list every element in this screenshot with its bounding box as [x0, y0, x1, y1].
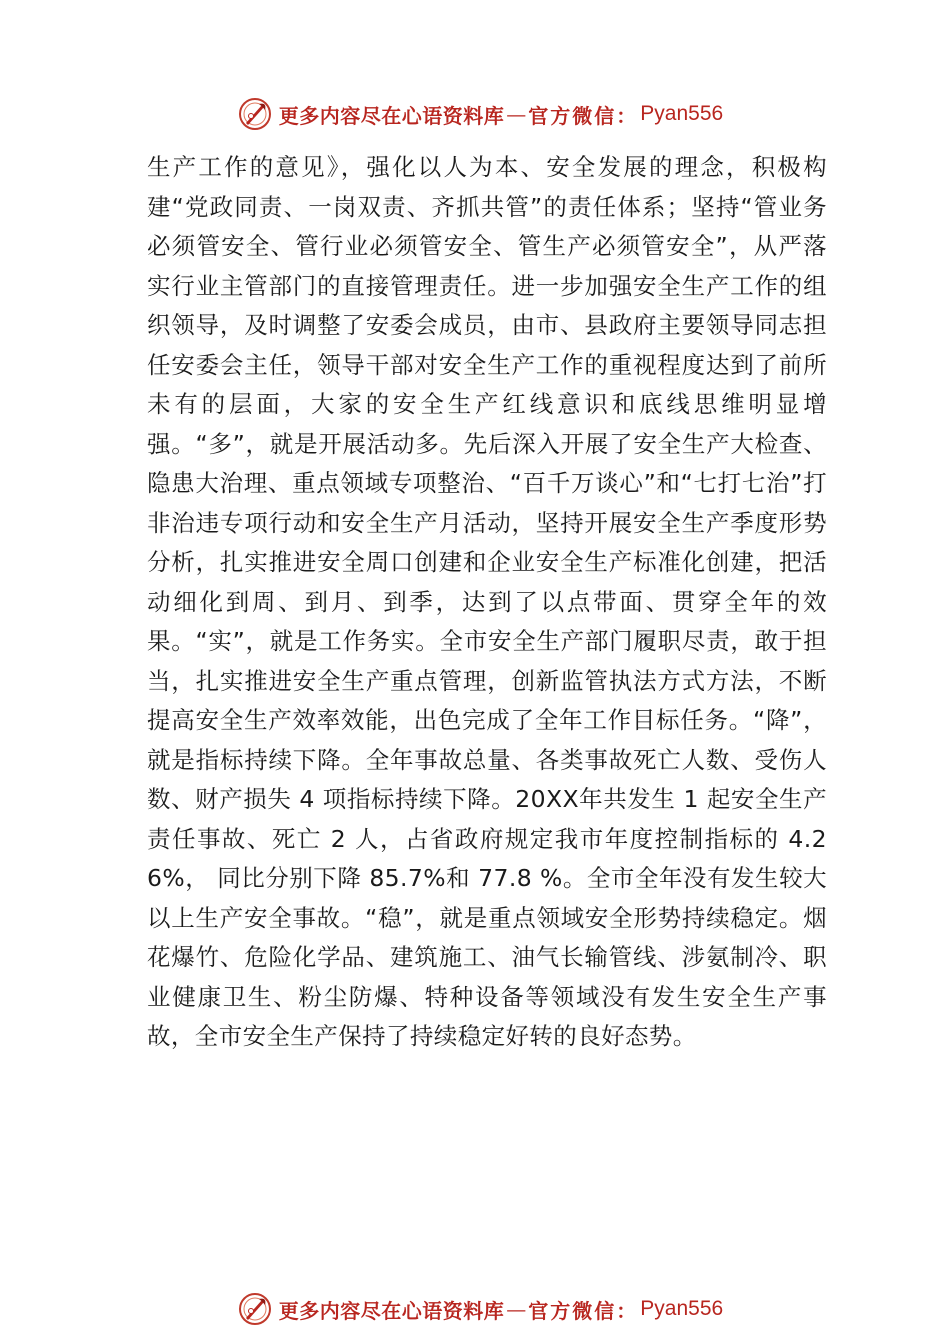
quill-seal-icon [237, 1291, 273, 1327]
document-body [147, 148, 827, 1057]
header-dash: — [506, 102, 527, 126]
footer-wechat-label: 官方微信： [528, 1298, 639, 1323]
footer-dash: — [506, 1297, 527, 1321]
header-wechat-label: 官方微信： [528, 103, 639, 128]
header-brand-text: 更多内容尽在心语资料库 [278, 103, 505, 128]
body-paragraph: 生产工作的意见》，强化以人为本、安全发展的理念，积极构建“党政同责、一岗双责、齐抓共管”的责任体系；坚持“管业务必须管安全、管行业必须管安全、管生产必须管安全”，从严落实行业主管部门的直接管理责任。进一步加强安全生产工作的组织领导，及时调整了安委会成员，由市、县政府主要领导同志担任安委会主任，领导干部对安全生产工作的重视程度达到了前所未有的层面，大家的安全生产红线意识和底线思维明显增强。“多”，就是开展活动多。先后深入开展了安全生产大检查、隐患大治理、重点领域专项整治、“百千万谈心”和“七打七治”打非治违专项行动和安全生产月活动，坚持开展安全生产季度形势分析，扎实推进安全周口创建和企业安全生产标准化创建，把活动细化到周、到月、到季，达到了以点带面、贯穿全年的效果。“实”，就是工作务实。全市安全生产部门履职尽责，敢于担当，扎实推进安全生产重点管理，创新监管执法方式方法，不断提高安全生产效率效能，出色完成了全年工作目标任务。“降”，就是指标持续下降。全年事故总量、各类事故死亡人数、受伤人数、财产损失 4 项指标持续下降。20XX年共发生 1 起安全生产责任事故、死亡 2 人，占省政府规定我市年度控制指标的 4.26%， 同比分别下降 85.7%和 77.8 %。全市全年没有发生较大以上生产安全事故。“稳”，就是重点领域安全形势持续稳定。烟花爆竹、危险化学品、建筑施工、油气长输管线、涉氨制冷、职业健康卫生、粉尘防爆、特种设备等领域没有发生安全生产事故，全市安全生产保持了持续稳定好转的良好态势。 [147, 153, 827, 1050]
footer-wechat-id: Pyan556 [640, 1297, 724, 1320]
quill-seal-icon [237, 96, 273, 132]
header-banner [0, 94, 950, 134]
footer-banner [0, 1289, 950, 1329]
footer-brand-text: 更多内容尽在心语资料库 [278, 1298, 505, 1323]
header-wechat-id: Pyan556 [640, 102, 724, 125]
